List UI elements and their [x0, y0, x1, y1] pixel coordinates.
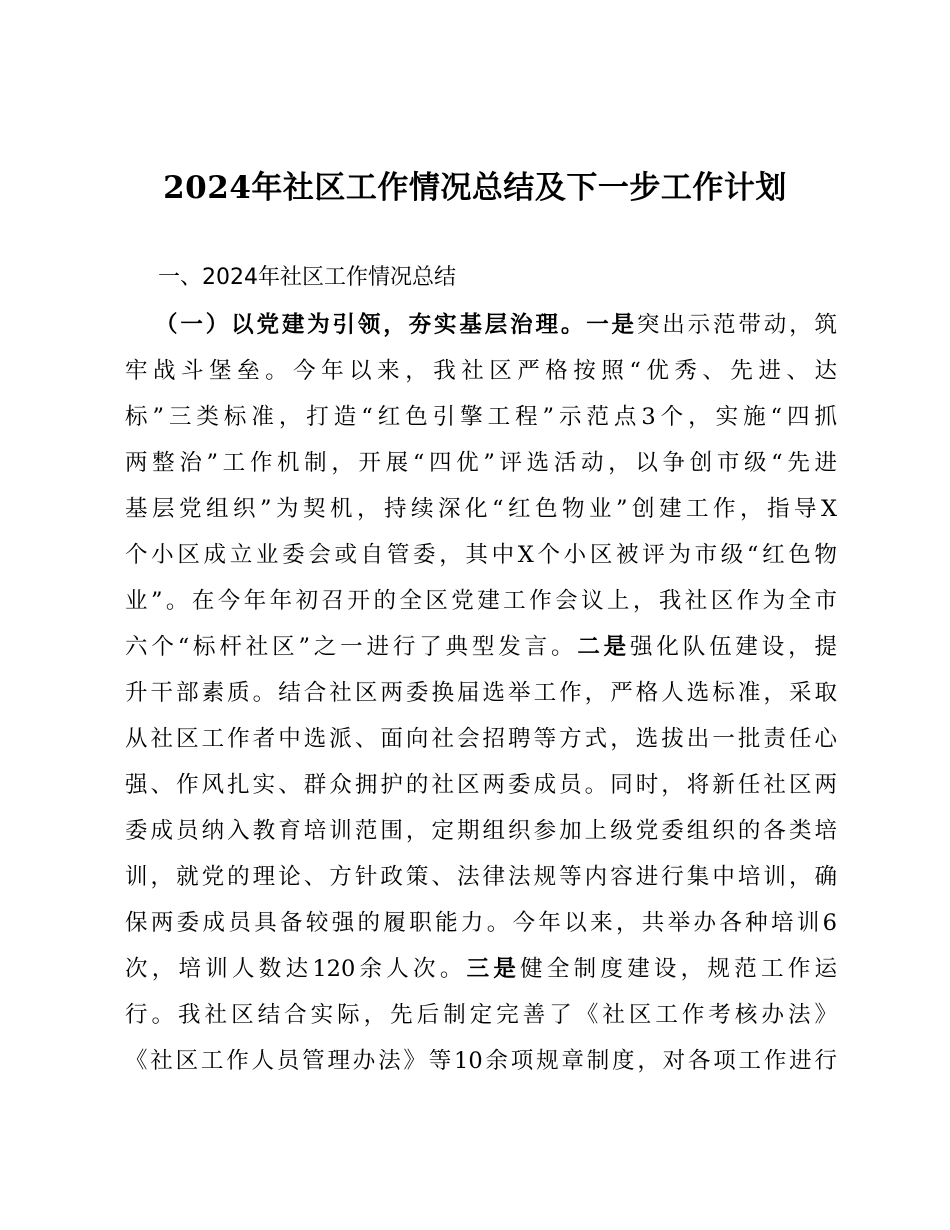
- line-text: 突出示范带动，筑: [636, 312, 837, 338]
- paragraph-line: 训，就党的理论、方针政策、法律法规等内容进行集中培训，确: [125, 864, 837, 890]
- line-text: 六个“标杆社区”之一进行了典型发言。: [125, 634, 578, 660]
- paragraph-line: 从社区工作者中选派、面向社会招聘等方式，选拔出一批责任心: [125, 726, 837, 752]
- body-text: [125, 302, 837, 1084]
- line-text: 强化队伍建设，提: [630, 634, 837, 660]
- paragraph-line: 强、作风扎实、群众拥护的社区两委成员。同时，将新任社区两: [125, 772, 837, 798]
- paragraph-line: 《社区工作人员管理办法》等10余项规章制度，对各项工作进行: [125, 1048, 837, 1074]
- line-text: 次，培训人数达120余人次。: [125, 956, 467, 982]
- paragraph-line: [125, 302, 837, 348]
- emphasis-marker: 二是: [577, 634, 631, 660]
- paragraph-line: [125, 624, 837, 670]
- paragraph-line: 行。我社区结合实际，先后制定完善了《社区工作考核办法》: [125, 1002, 837, 1028]
- line-text: 健全制度建设，规范工作运: [520, 956, 837, 982]
- paragraph-line: 委成员纳入教育培训范围，定期组织参加上级党委组织的各类培: [125, 818, 837, 844]
- document-title: 2024年社区工作情况总结及下一步工作计划: [163, 170, 787, 206]
- paragraph-line: 牢战斗堡垒。今年以来，我社区严格按照“优秀、先进、达: [125, 358, 837, 384]
- paragraph-lead: （一）以党建为引领，夯实基层治理。: [155, 312, 587, 338]
- paragraph-line: 业”。在今年年初召开的全区党建工作会议上，我社区作为全市: [125, 588, 837, 614]
- paragraph-line: 基层党组织”为契机，持续深化“红色物业”创建工作，指导X: [125, 496, 837, 522]
- paragraph-line: 保两委成员具备较强的履职能力。今年以来，共举办各种培训6: [125, 910, 837, 936]
- section-heading: 一、2024年社区工作情况总结: [158, 265, 456, 290]
- paragraph-line: [125, 946, 837, 992]
- paragraph-line: 两整治”工作机制，开展“四优”评选活动，以争创市级“先进: [125, 450, 837, 476]
- paragraph-line: 升干部素质。结合社区两委换届选举工作，严格人选标准，采取: [125, 680, 837, 706]
- paragraph-line: 标”三类标准，打造“红色引擎工程”示范点3个，实施“四抓: [125, 404, 837, 430]
- emphasis-marker: 一是: [586, 312, 637, 338]
- paragraph-line: 个小区成立业委会或自管委，其中X个小区被评为市级“红色物: [125, 542, 837, 568]
- emphasis-marker: 三是: [466, 956, 521, 982]
